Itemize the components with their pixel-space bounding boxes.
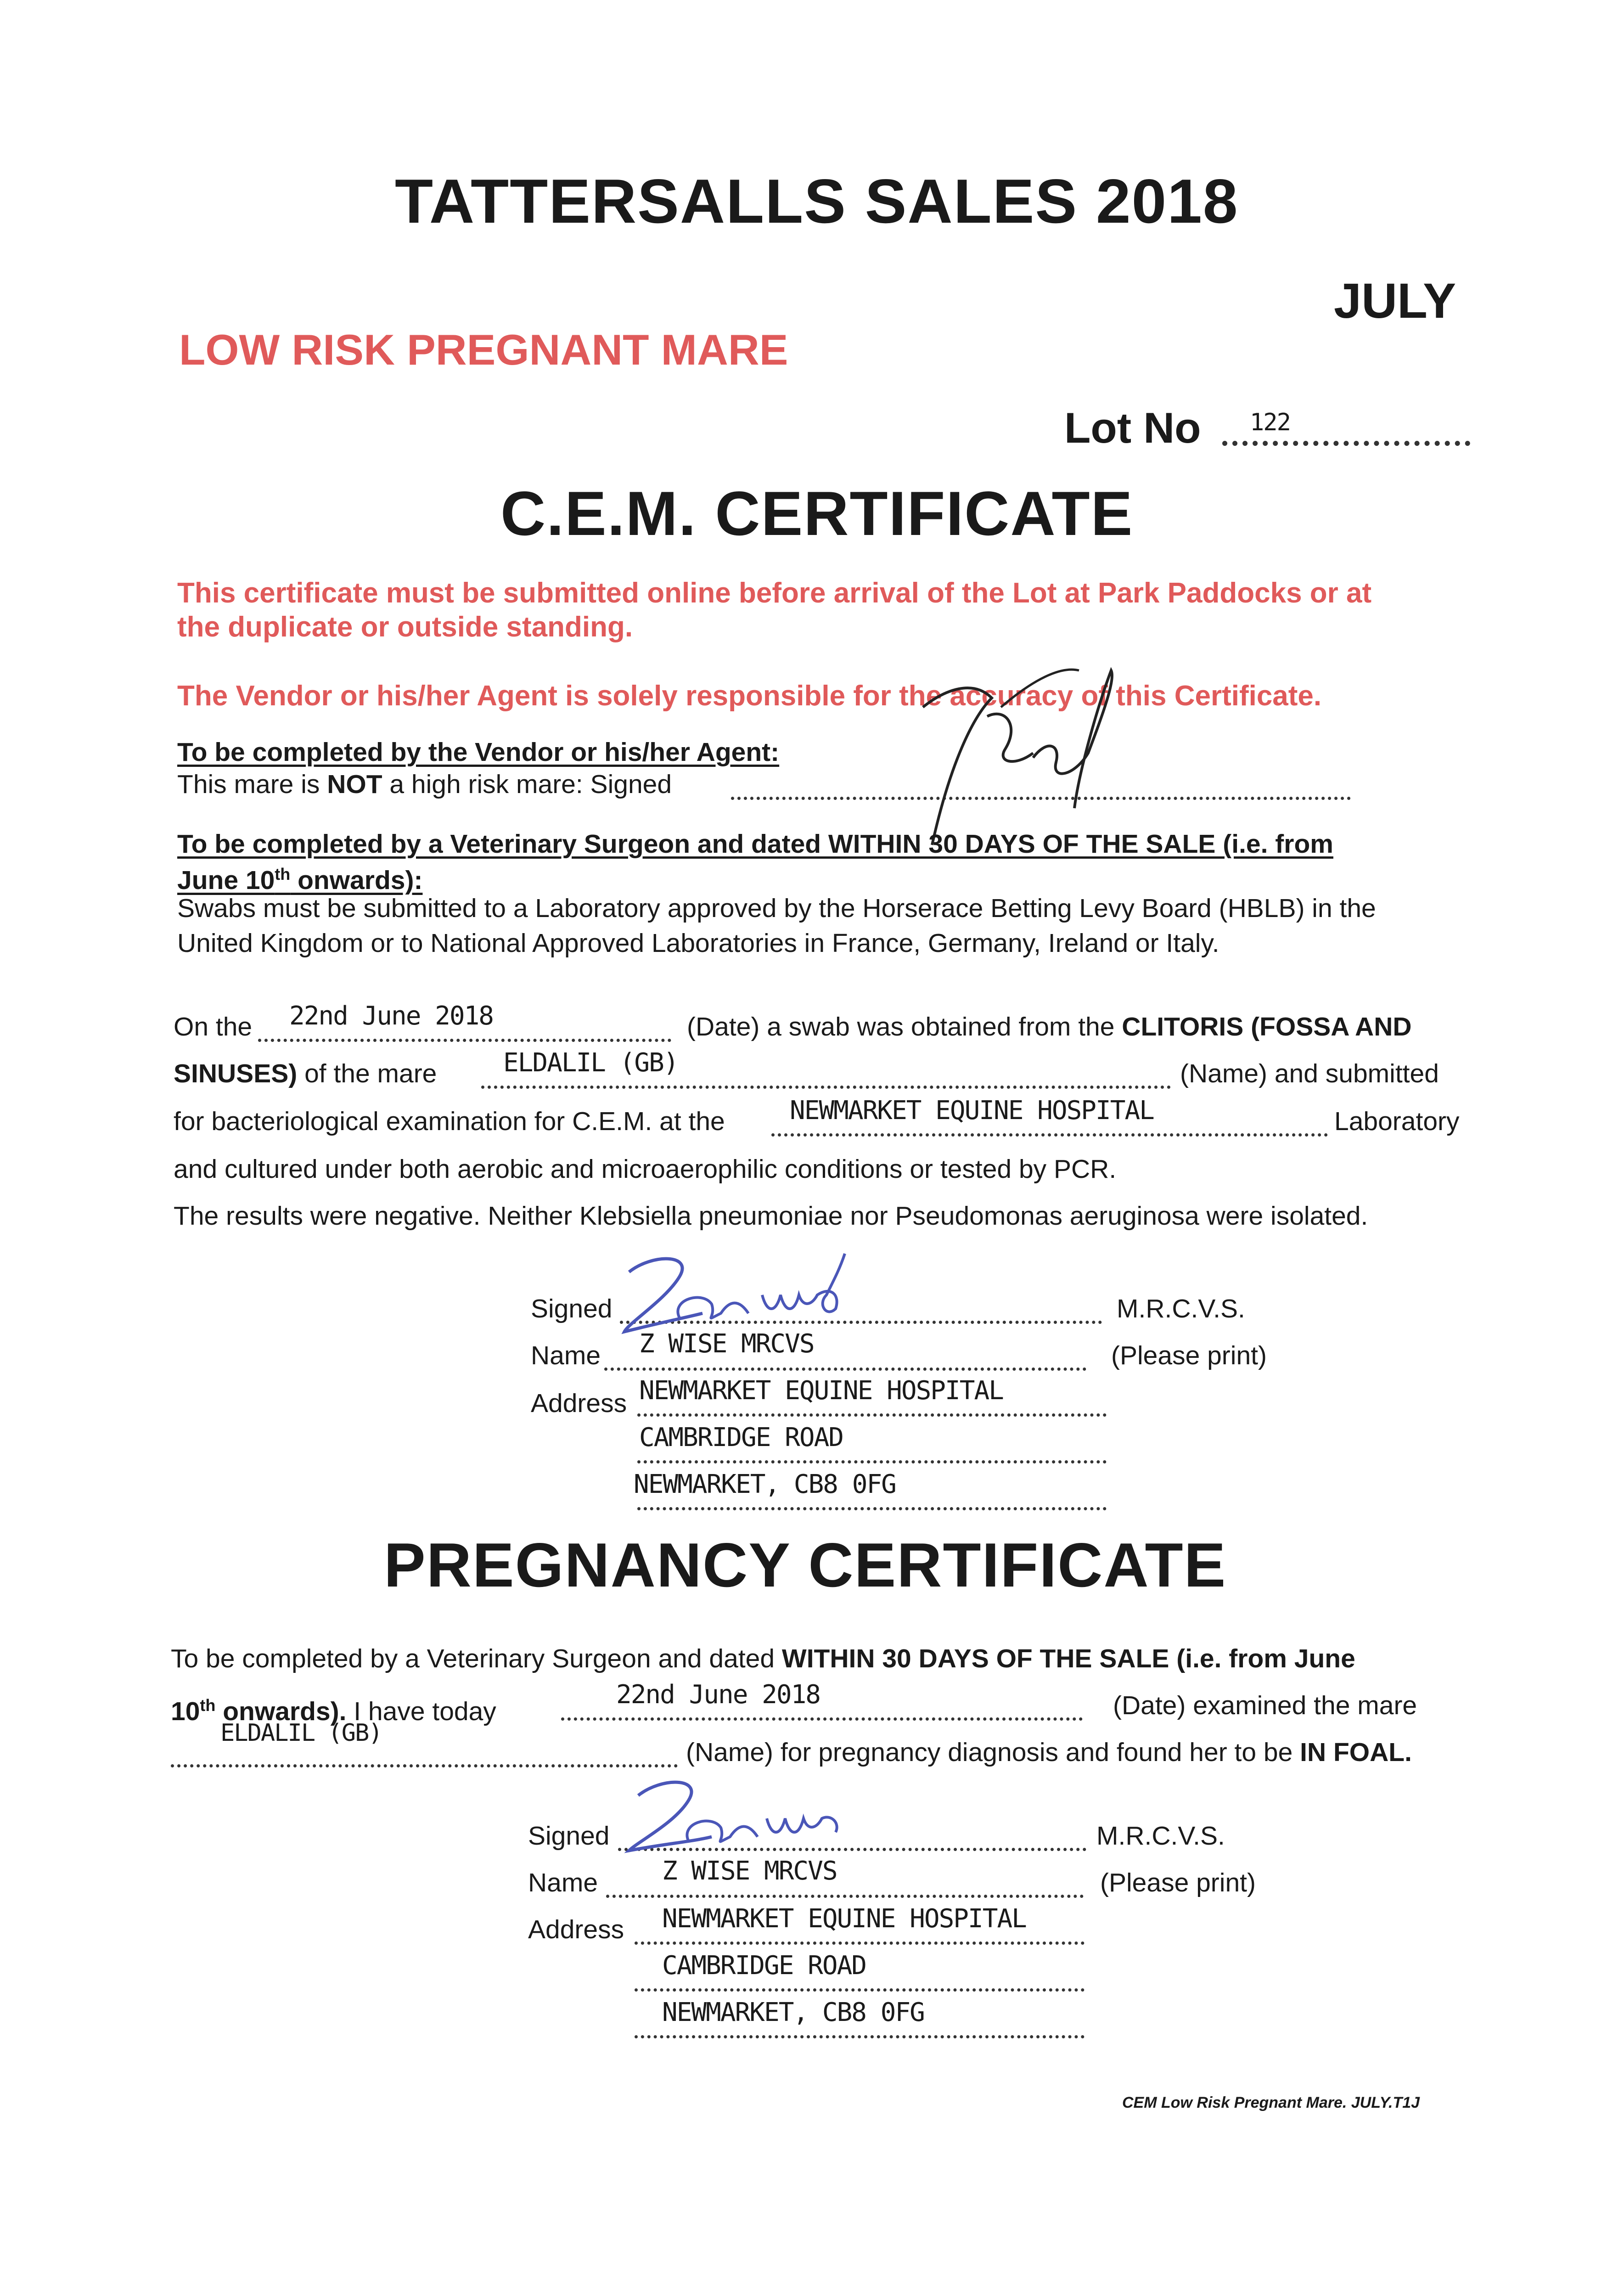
- cem-address-line-2: [637, 1460, 1107, 1463]
- preg-address-2-value: CAMBRIDGE ROAD: [662, 1951, 866, 1981]
- form-code: CEM Low Risk Pregnant Mare. JULY.T1J: [1122, 2094, 1420, 2111]
- risk-label: LOW RISK PREGNANT MARE: [179, 326, 788, 374]
- pregnancy-line-2-end: (Date) examined the mare: [1113, 1691, 1417, 1720]
- swab-requirements-line-2: United Kingdom or to National Approved Laboratories in France, Germany, Ireland or Italy.: [177, 929, 1219, 958]
- preg-vet-signature-icon: [615, 1768, 854, 1860]
- cem-address-label: Address: [531, 1389, 627, 1418]
- cem-name-line: [604, 1367, 1086, 1371]
- lot-dotted-line: [1222, 441, 1470, 446]
- pregnancy-mare-value: ELDALIL (GB): [220, 1719, 382, 1747]
- cem-please-print: (Please print): [1111, 1341, 1267, 1370]
- pregnancy-line-1: [171, 1641, 1355, 1676]
- cem-address-line-1: [637, 1413, 1107, 1417]
- cem-mrcvs-label: M.R.C.V.S.: [1117, 1294, 1245, 1323]
- on-the-label: On the: [174, 1012, 253, 1041]
- laboratory-line: [771, 1133, 1328, 1137]
- submission-notice-line-2: the duplicate or outside standing.: [177, 611, 633, 643]
- bact-exam-label: for bacteriological examination for C.E.M. at the: [174, 1107, 725, 1136]
- cem-address-2-value: CAMBRIDGE ROAD: [639, 1423, 843, 1452]
- vendor-statement-not: NOT: [327, 770, 382, 799]
- pregnancy-mare-line: [171, 1764, 678, 1767]
- cem-certificate-title: C.E.M. CERTIFICATE: [500, 478, 1134, 548]
- culture-statement: and cultured under both aerobic and microaerophilic conditions or tested by PCR.: [174, 1154, 1117, 1184]
- month-label: JULY: [1334, 273, 1456, 328]
- pregnancy-onwards: onwards).: [215, 1697, 347, 1726]
- preg-name-line: [606, 1895, 1084, 1898]
- pregnancy-have-today: I have today: [346, 1697, 496, 1726]
- pregnancy-date-line: [561, 1717, 1083, 1721]
- pregnancy-line-3: [686, 1735, 1412, 1770]
- submission-notice-line-1: This certificate must be submitted online before arrival of the Lot at Park Paddocks or at: [177, 577, 1372, 609]
- lot-label: Lot No: [1064, 404, 1201, 452]
- preg-address-line-2: [635, 1988, 1085, 1992]
- swab-date-post: [687, 1009, 1412, 1044]
- mare-name-line: [481, 1086, 1171, 1089]
- swab-requirements-line-1: Swabs must be submitted to a Laboratory approved by the Horserace Betting Levy Board (HBLB) in the: [177, 894, 1376, 923]
- vendor-heading: To be completed by the Vendor or his/her Agent:: [177, 737, 780, 767]
- pregnancy-ten: 10: [171, 1697, 200, 1726]
- swab-date-value: 22nd June 2018: [289, 1001, 494, 1031]
- mare-name-value: ELDALIL (GB): [503, 1048, 678, 1078]
- preg-please-print: (Please print): [1100, 1868, 1256, 1897]
- cem-signed-label: Signed: [531, 1294, 613, 1323]
- laboratory-label: Laboratory: [1334, 1107, 1460, 1136]
- sinuses-line: [174, 1056, 437, 1091]
- preg-name-label: Name: [528, 1868, 598, 1897]
- cem-address-1-value: NEWMARKET EQUINE HOSPITAL: [639, 1376, 1003, 1406]
- cem-name-value: Z WISE MRCVS: [639, 1329, 814, 1359]
- pregnancy-diagnosis-text: (Name) for pregnancy diagnosis and found her to be: [686, 1738, 1300, 1767]
- vet-heading-sup: th: [275, 865, 291, 884]
- pregnancy-certificate-title: PREGNANCY CERTIFICATE: [384, 1530, 1227, 1600]
- preg-name-value: Z WISE MRCVS: [662, 1856, 837, 1886]
- pregnancy-sup: th: [200, 1696, 216, 1715]
- swab-date-line: [258, 1039, 671, 1042]
- vet-heading-onwards: onwards):: [290, 866, 423, 895]
- preg-address-label: Address: [528, 1915, 624, 1944]
- of-the-mare-label: of the mare: [297, 1059, 437, 1088]
- clitoris-label: CLITORIS (FOSSA AND: [1122, 1012, 1412, 1041]
- vendor-signature-icon: [895, 652, 1152, 854]
- submission-notice: [177, 576, 1371, 644]
- vendor-statement: [177, 767, 672, 802]
- page-title: TATTERSALLS SALES 2018: [395, 166, 1239, 236]
- cem-address-3-value: NEWMARKET, CB8 0FG: [634, 1469, 896, 1499]
- preg-mrcvs-label: M.R.C.V.S.: [1096, 1821, 1225, 1851]
- pregnancy-line-1-text: To be completed by a Veterinary Surgeon and dated: [171, 1644, 782, 1673]
- swab-date-post-text: (Date) a swab was obtained from the: [687, 1012, 1122, 1041]
- vet-heading-june: June 10: [177, 866, 275, 895]
- pregnancy-date-value: 22nd June 2018: [616, 1680, 820, 1710]
- pregnancy-line-1-bold: WITHIN 30 DAYS OF THE SALE (i.e. from June: [781, 1644, 1355, 1673]
- vet-heading-line-1: To be completed by a Veterinary Surgeon and dated WITHIN 30 DAYS OF THE SALE (i.e. from: [177, 829, 1333, 859]
- preg-address-1-value: NEWMARKET EQUINE HOSPITAL: [662, 1904, 1026, 1934]
- cem-address-line-3: [637, 1507, 1107, 1510]
- vendor-statement-pre: This mare is: [177, 770, 327, 799]
- cem-vet-signature-icon: [611, 1240, 868, 1341]
- lot-number-value: 122: [1250, 409, 1290, 436]
- sinuses-label: SINUSES): [174, 1059, 298, 1088]
- vendor-statement-post: a high risk mare: Signed: [382, 770, 672, 799]
- in-foal-label: IN FOAL.: [1300, 1738, 1412, 1767]
- cem-name-label: Name: [531, 1341, 601, 1370]
- preg-signed-label: Signed: [528, 1821, 610, 1851]
- responsibility-notice: The Vendor or his/her Agent is solely responsible for the accuracy of this Certificate.: [177, 680, 1322, 712]
- name-submitted-label: (Name) and submitted: [1180, 1059, 1439, 1088]
- preg-address-3-value: NEWMARKET, CB8 0FG: [662, 1998, 924, 2027]
- swab-requirements: [177, 891, 1376, 961]
- laboratory-value: NEWMARKET EQUINE HOSPITAL: [790, 1096, 1154, 1125]
- preg-address-line-1: [635, 1941, 1085, 1945]
- preg-address-line-3: [635, 2035, 1085, 2038]
- results-statement: The results were negative. Neither Klebsiella pneumoniae nor Pseudomonas aeruginosa were isolated.: [174, 1201, 1368, 1231]
